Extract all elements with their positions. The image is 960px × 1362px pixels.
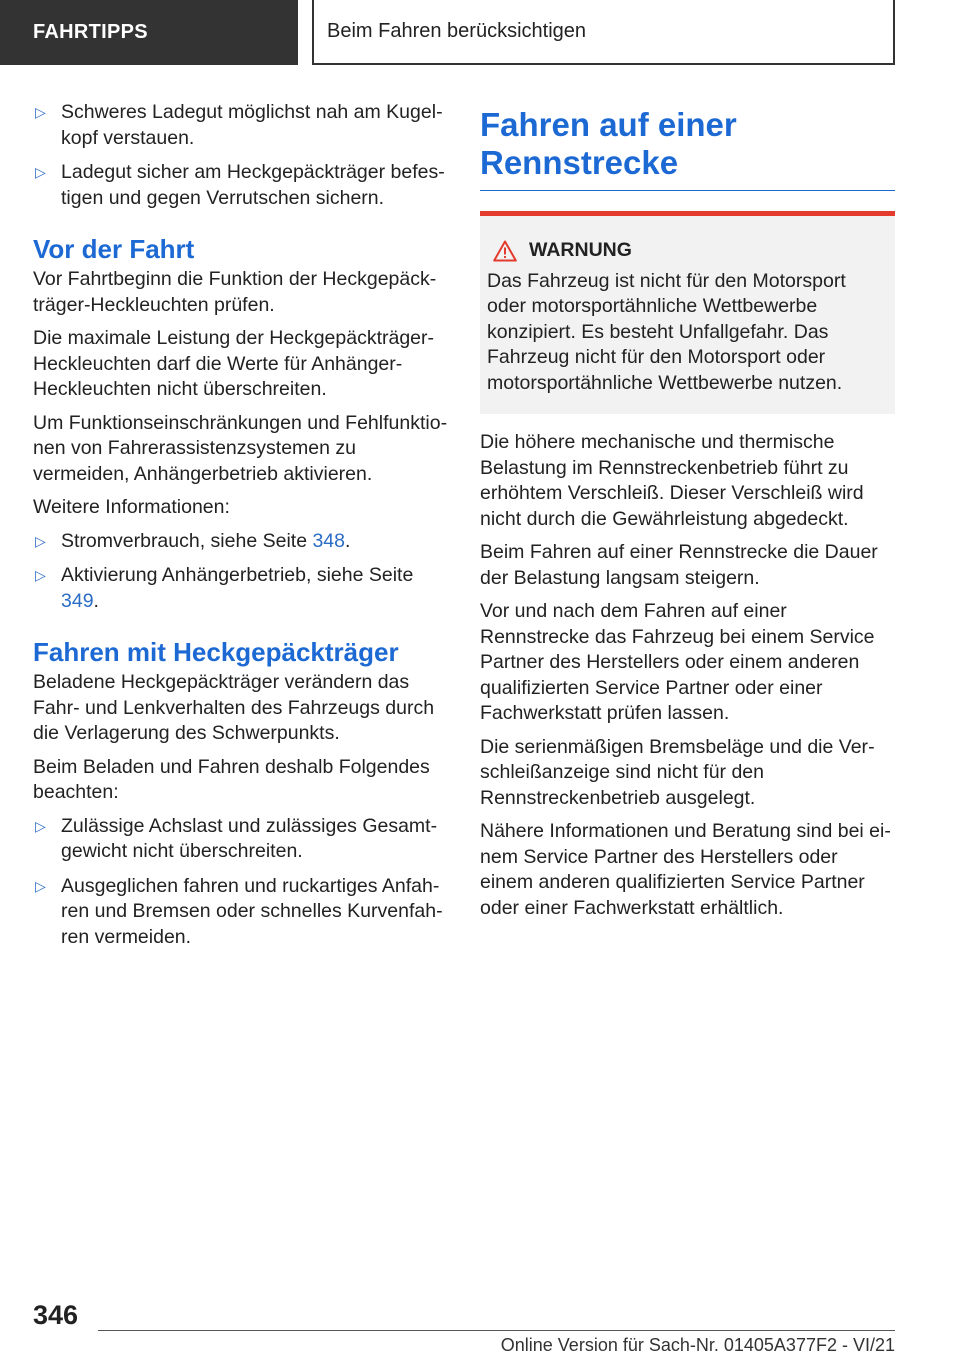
warning-box [480, 211, 895, 414]
list-item: ▷ Ladegut sicher am Heckgepäckträger befestigen und gegen Verrutschen sichern. [35, 161, 445, 209]
footer-divider [98, 1330, 895, 1331]
paragraph: Vor und nach dem Fahren auf einer Rennstrecke das Fahrzeug bei einem Service Partner des Herstellers oder einem anderen qualifizierten Service Partner oder einer Fachwerkstatt prüfen lassen. [480, 600, 875, 724]
paragraph: Die serienmäßigen Bremsbeläge und die Verschleißanzeige sind nicht für den Rennstreckenbetrieb ausgelegt. [480, 735, 875, 809]
bullet-triangle-icon: ▷ [35, 104, 46, 120]
bullet-triangle-icon: ▷ [35, 532, 46, 549]
paragraph: Vor Fahrtbeginn die Funktion der Heckgepäckträger-Heckleuchten prüfen. [33, 268, 437, 316]
bullet-triangle-icon: ▷ [35, 877, 46, 894]
bullet-triangle-icon: ▷ [35, 164, 46, 180]
bullet-triangle-icon: ▷ [35, 817, 46, 834]
chapter-heading-rennstrecke: Fahren auf einer Rennstrecke [480, 106, 895, 191]
list-item: ▷ Stromverbrauch, siehe Seite 348. [33, 529, 448, 555]
section-tab: FAHRTIPPS [0, 0, 298, 65]
paragraph: Beim Beladen und Fahren deshalb Folgendes beachten: [33, 755, 430, 803]
footer-version: Online Version für Sach-Nr. 01405A377F2 - VI/21 [500, 1335, 895, 1355]
section-heading-vor-der-fahrt: Vor der Fahrt [33, 234, 195, 264]
warning-triangle-icon [493, 240, 517, 262]
paragraph: Nähere Informationen und Beratung sind bei einem Service Partner des Herstellers oder einem anderen qualifizierten Service Partner oder einer Fachwerkstatt erhältlich. [480, 820, 891, 919]
page-link-348[interactable]: 348 [312, 529, 345, 552]
section-heading-heckgepaecktraeger: Fahren mit Heckgepäckträger [33, 637, 399, 667]
reference-list [33, 529, 448, 615]
right-column [480, 100, 895, 929]
list-item: ▷ Ausgeglichen fahren und ruckartiges Anfahren und Bremsen oder schnelles Kurvenfahren vermeiden. [35, 874, 443, 948]
page-link-349[interactable]: 349 [61, 589, 94, 612]
page-number: 346 [33, 1300, 79, 1330]
list-item: ▷ Aktivierung Anhängerbetrieb, siehe Seite 349. [35, 564, 414, 612]
bullet-triangle-icon: ▷ [35, 567, 46, 583]
page-header [0, 0, 960, 68]
paragraph: Um Funktionseinschränkungen und Fehlfunktionen von Fahrerassistenzsystemen zu vermeiden, Anhängerbetrieb aktivieren. [33, 411, 448, 485]
paragraph: Weitere Informationen: [33, 496, 230, 518]
paragraph: Die maximale Leistung der Heckgepäckträger-Heckleuchten darf die Werte für Anhänger-Heckleuchten nicht überschreiten. [33, 327, 435, 400]
paragraph: Die höhere mechanische und thermische Belastung im Rennstreckenbetrieb führt zu erhöhtem Verschleiß. Dieser Verschleiß wird nicht durch die Gewährleistung abgedeckt. [480, 431, 864, 530]
warning-text: Das Fahrzeug ist nicht für den Motorsport oder motorsportähnliche Wettbewerbe konzipiert. Es besteht Unfallgefahr. Das Fahrzeug nicht für den Motorsport oder motorsportähnliche Wettbewerbe nutzen. [487, 269, 846, 394]
bullet-list-bottom [33, 814, 448, 951]
bullet-list-top [33, 100, 448, 211]
left-column [33, 100, 448, 959]
chapter-title: Beim Fahren berücksichtigen [312, 0, 895, 65]
paragraph: Beim Fahren auf einer Rennstrecke die Dauer der Belastung langsam steigern. [480, 541, 878, 589]
paragraph: Beladene Heckgepäckträger verändern das Fahr- und Lenkverhalten des Fahrzeugs durch die Verlagerung des Schwerpunkts. [33, 671, 435, 744]
list-item: ▷ Schweres Ladegut möglichst nah am Kugelkopf verstauen. [35, 101, 443, 149]
list-item: ▷ Zulässige Achslast und zulässiges Gesamtgewicht nicht überschreiten. [35, 814, 438, 862]
warning-title: WARNUNG [529, 239, 632, 261]
